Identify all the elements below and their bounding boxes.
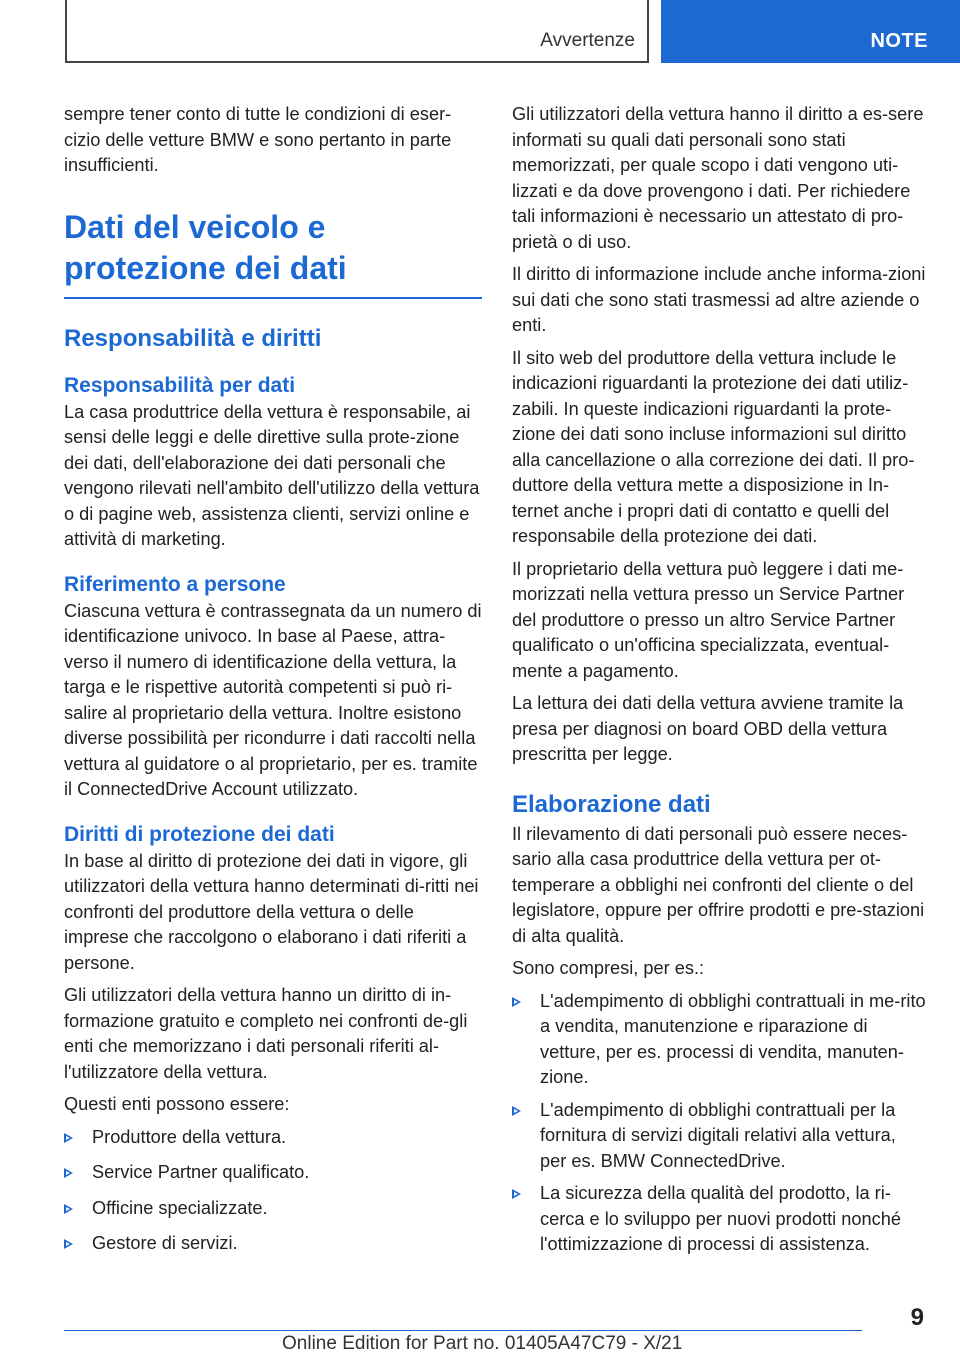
subheading-riferimento: Riferimento a persone [64, 572, 286, 596]
triangle-bullet-icon [512, 1189, 521, 1199]
triangle-bullet-icon [512, 997, 521, 1007]
list-enti [64, 1125, 482, 1257]
paragraph-right-2: Il diritto di informazione include anche informa-zioni sui dati che sono stati trasmessi ad altre aziende o enti. [512, 264, 926, 335]
subheading-responsabilita: Responsabilità per dati [64, 373, 296, 397]
list-item-text: Produttore della vettura. [92, 1126, 287, 1147]
list-item [64, 1160, 482, 1186]
list-item-text: Officine specializzate. [92, 1197, 268, 1218]
paragraph-right-1: Gli utilizzatori della vettura hanno il diritto a es-sere informati su quali dati personali sono stati memorizzati, per quale scopo i dati vengono uti-lizzati e da dove provengono i dati. Per richiedere tali informazioni è necessario un attestato di pro-prietà o di uso. [512, 104, 924, 252]
list-item [512, 1181, 926, 1258]
intro-paragraph: sempre tener conto di tutte le condizioni di eser-cizio delle vetture BMW e sono pertanto in parte insufficienti. [64, 104, 452, 175]
section-heading: Responsabilità e diritti [64, 324, 322, 352]
list-item-text: Gestore di servizi. [92, 1233, 238, 1253]
left-column [64, 102, 482, 1267]
list-item-text: Service Partner qualificato. [92, 1162, 310, 1182]
header-tab-note[interactable] [661, 0, 960, 63]
footer-divider [64, 1330, 862, 1331]
footer-edition: Online Edition for Part no. 01405A47C79 - X/21 [282, 1333, 683, 1354]
list-compresi [512, 989, 926, 1258]
paragraph-riferimento: Ciascuna vettura è contrassegnata da un numero di identificazione univoco. In base al Paese, attra-verso il numero di identificazione della vettura, la targa e le rispettive autorità competenti si può ri-salire al proprietario della vettura. Inoltre esistono diverse possibilità per ricondurre i dati raccolti nella vettura al guidatore o al proprietario, per es. tramite il ConnectedDrive Account utilizzato. [64, 600, 482, 799]
right-column [512, 102, 926, 1265]
chapter-divider [64, 297, 482, 299]
header-section-box [65, 0, 649, 63]
paragraph-right-3: Il sito web del produttore della vettura include le indicazioni riguardanti la protezione dei dati utiliz-zabili. In queste indicazioni riguardanti la prote-zione dei dati sono incluse informazioni sul diritto alla cancellazione o alla correzione dei dati. Il pro-duttore della vettura mette a disposizione in In-ternet anche i propri dati di contatto e quelli del responsabile della protezione dei dati. [512, 347, 915, 546]
page-number: 9 [910, 1304, 924, 1331]
list-item-text: L'adempimento di obblighi contrattuali in me-rito a vendita, manutenzione e riparazione di vetture, per es. processi di vendita, manuten-zione. [540, 990, 926, 1087]
paragraph-right-4: Il proprietario della vettura può leggere i dati me-morizzati nella vettura presso un Service Partner del produttore o presso un altro Service Partner qualificato o un'officina specializzata, eventual-mente a pagamento. [512, 558, 905, 681]
triangle-bullet-icon [512, 1106, 521, 1116]
paragraph-responsabilita: La casa produttrice della vettura è responsabile, ai sensi delle leggi e delle direttive sulla prote-zione dei dati, dell'elaborazione dei dati personali che vengono rilevati nell'ambito dell'utilizzo della vettura o di pagine web, assistenza clienti, servizi online e attività di marketing. [64, 401, 480, 549]
paragraph-right-7: Sono compresi, per es.: [512, 958, 705, 978]
list-item-text: L'adempimento di obblighi contrattuali per la fornitura di servizi digitali relativi alla vettura, per es. BMW ConnectedDrive. [540, 1099, 896, 1171]
list-item [64, 1125, 482, 1151]
list-item [64, 1231, 482, 1257]
list-item [64, 1196, 482, 1222]
header-section-title: Avvertenze [540, 30, 635, 51]
triangle-bullet-icon [64, 1168, 73, 1178]
list-item [512, 1098, 926, 1175]
paragraph-right-6: Il rilevamento di dati personali può essere neces-sario alla casa produttrice della vettura per ot-temperare a obblighi nei confronti del cliente o del legislatore, oppure per offrire prodotti e pre-stazioni di alta qualità. [512, 823, 925, 946]
chapter-title [64, 207, 482, 289]
triangle-bullet-icon [64, 1204, 73, 1214]
section-heading-elaborazione: Elaborazione dati [512, 790, 711, 818]
header-tab-label: NOTE [870, 30, 928, 52]
triangle-bullet-icon [64, 1239, 73, 1249]
list-item [512, 989, 926, 1091]
chapter-title-line-1: Dati del veicolo e [64, 208, 326, 245]
paragraph-enti: Questi enti possono essere: [64, 1094, 290, 1114]
paragraph-right-5: La lettura dei dati della vettura avviene tramite la presa per diagnosi on board OBD della vettura prescritta per legge. [512, 693, 904, 764]
list-item-text: La sicurezza della qualità del prodotto, la ri-cerca e lo sviluppo per nuovi prodotti nonché l'ottimizzazione di processi di assistenza. [540, 1183, 901, 1254]
paragraph-diritti-2: Gli utilizzatori della vettura hanno un diritto di in-formazione gratuito e completo nei confronti de-gli enti che memorizzano i dati personali riferiti al-l'utilizzatore della vettura. [64, 985, 468, 1082]
triangle-bullet-icon [64, 1133, 73, 1143]
paragraph-diritti-1: In base al diritto di protezione dei dati in vigore, gli utilizzatori della vettura hanno determinati di-ritti nei confronti del produttore della vettura o delle imprese che raccolgono o elaborano i dati riferiti a persone. [64, 850, 479, 973]
chapter-title-line-2: protezione dei dati [64, 249, 347, 286]
subheading-diritti: Diritti di protezione dei dati [64, 822, 335, 846]
